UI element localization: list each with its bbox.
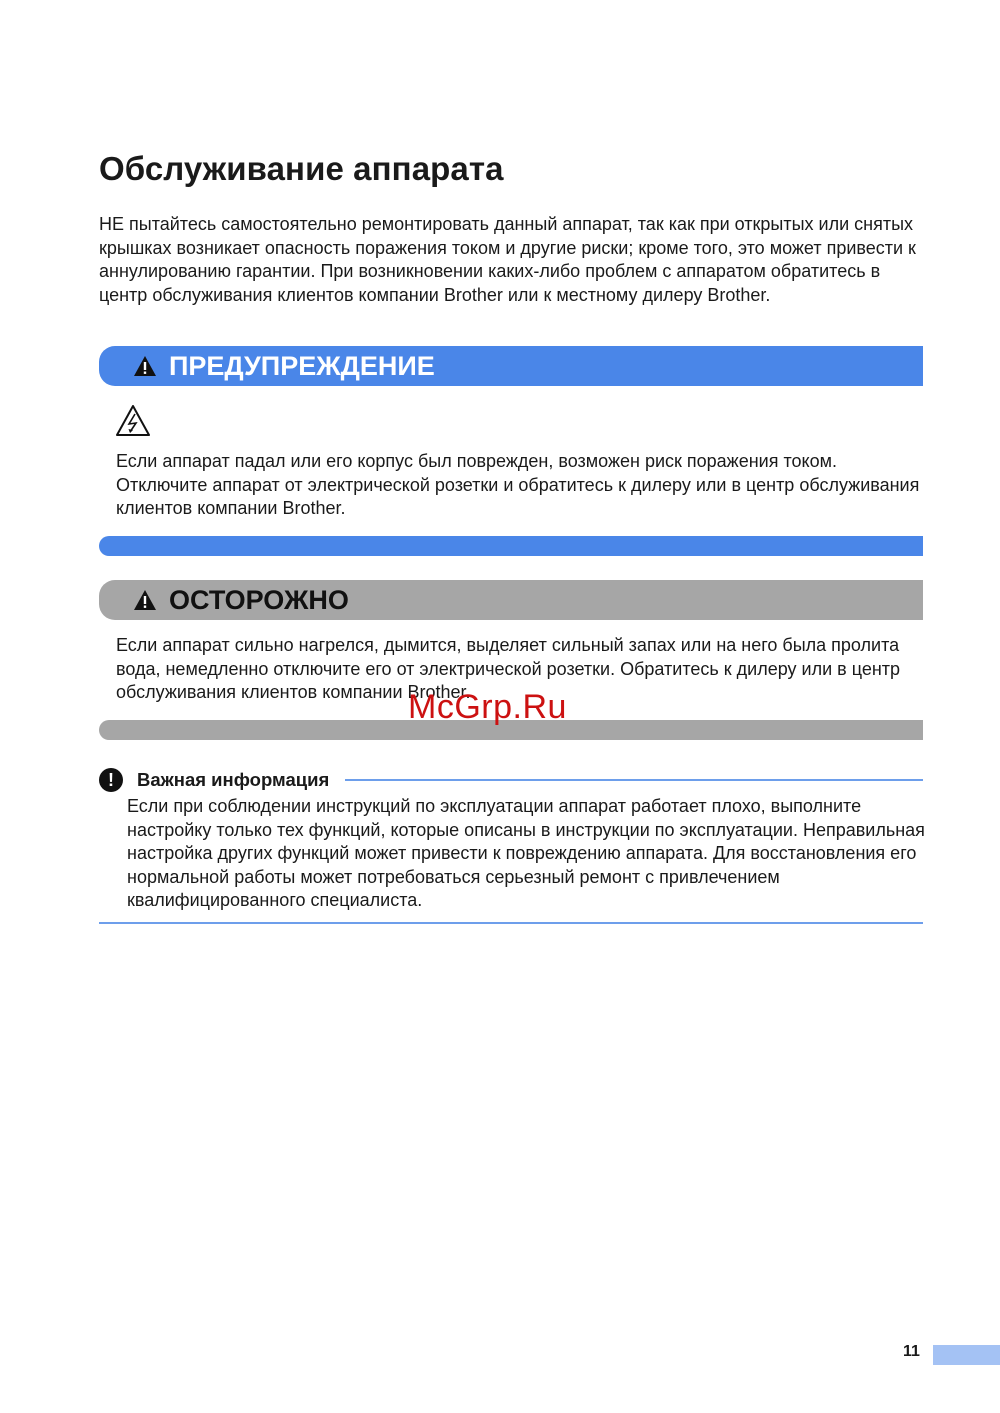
important-header bbox=[99, 767, 923, 793]
caution-text: Если аппарат сильно нагрелся, дымится, выделяет сильный запах или на него была пролита вода, немедленно отключите его от электрической розетки. Обратитесь к дилеру или в центр обслуживания клиентов компании Brother. bbox=[116, 635, 901, 702]
electric-shock-icon bbox=[115, 404, 151, 437]
important-label: Важная информация bbox=[137, 769, 330, 790]
intro-paragraph: НЕ пытайтесь самостоятельно ремонтировать данный аппарат, так как при открытых или снятых крышках возникает опасность поражения током и другие риски; кроме того, это может привести к аннулированию гарантии. При возникновении каких-либо проблем с аппаратом обратитесь в центр обслуживания клиентов компании Brother или к местному дилеру Brother. bbox=[99, 214, 916, 305]
important-text: Если при соблюдении инструкций по эксплуатации аппарат работает плохо, выполните настройку только тех функций, которые описаны в инструкции по эксплуатации. Неправильная настройка других функций может привести к повреждению аппарата. Для восстановления его нормальной работы может потребоваться серьезный ремонт с привлечением квалифицированного специалиста. bbox=[127, 796, 925, 910]
caution-header bbox=[99, 580, 923, 620]
important-icon: ! bbox=[99, 768, 123, 792]
important-bottom-rule bbox=[99, 922, 923, 924]
important-rule bbox=[345, 779, 923, 781]
page-title: Обслуживание аппарата bbox=[99, 150, 504, 187]
page-number: 11 bbox=[903, 1343, 920, 1360]
caution-label: ОСТОРОЖНО bbox=[169, 584, 349, 615]
warning-label: ПРЕДУПРЕЖДЕНИЕ bbox=[169, 350, 435, 381]
warning-header bbox=[99, 346, 923, 386]
warning-text: Если аппарат падал или его корпус был поврежден, возможен риск поражения током. Отключите аппарат от электрической розетки и обратитесь к дилеру или в центр обслуживания клиентов компании Brother. bbox=[116, 451, 920, 518]
watermark: McGrp.Ru bbox=[408, 688, 567, 726]
page-tab bbox=[933, 1345, 1000, 1365]
warning-footer-bar bbox=[99, 536, 923, 556]
warning-triangle-icon bbox=[133, 589, 157, 611]
warning-triangle-icon bbox=[133, 355, 157, 377]
